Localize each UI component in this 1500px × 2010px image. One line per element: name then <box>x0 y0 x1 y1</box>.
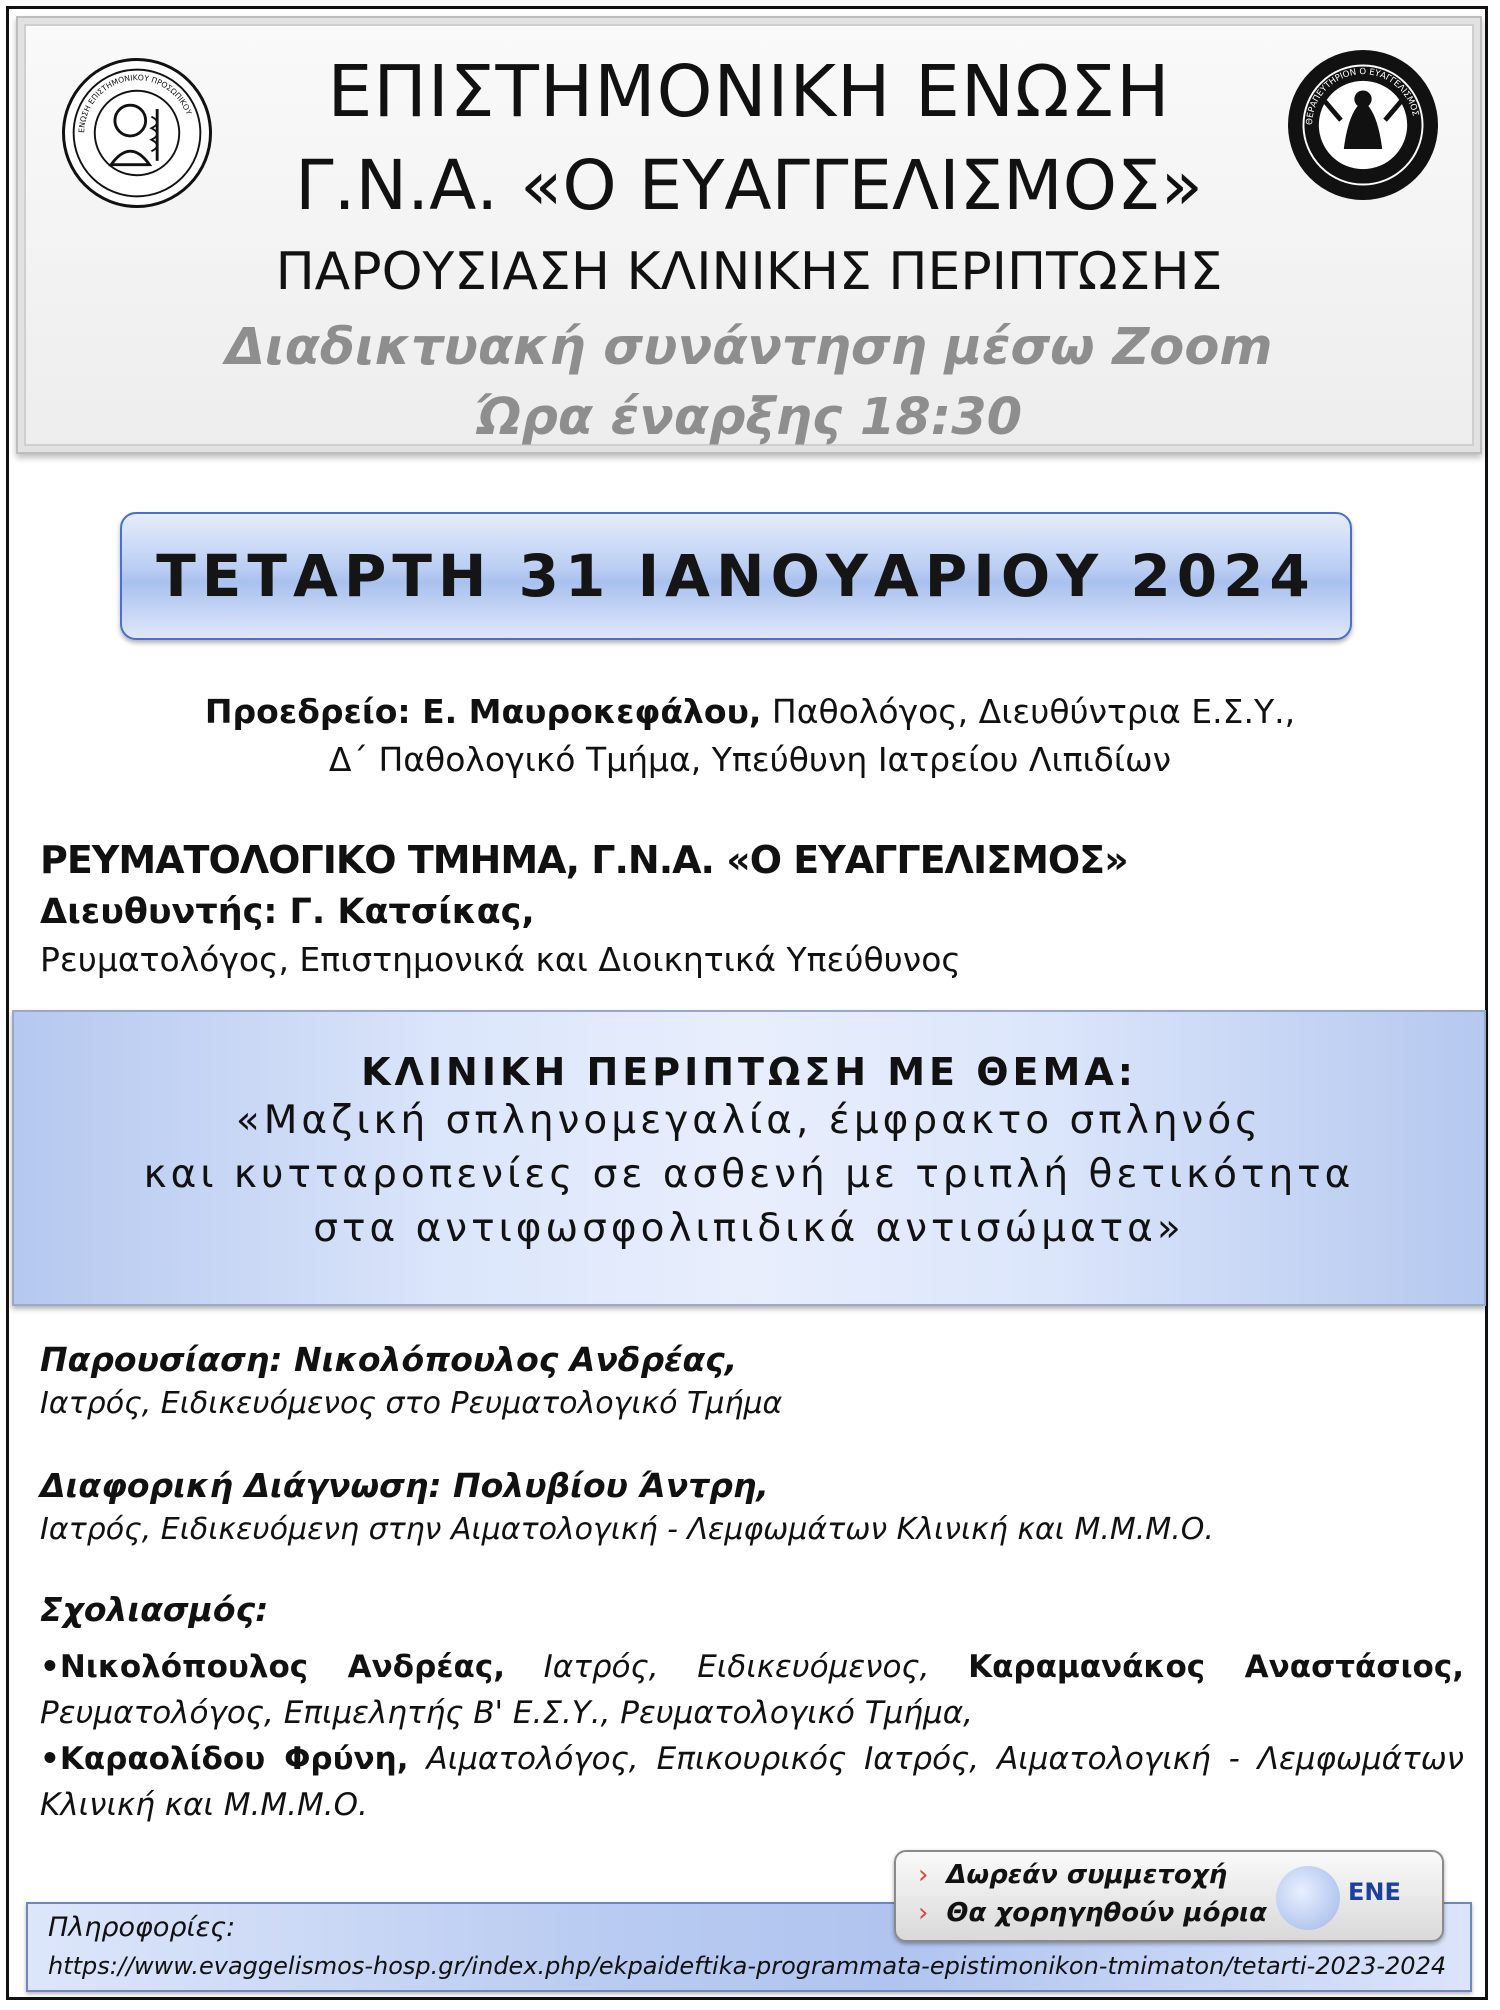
department-director: Διευθυντής: Γ. Κατσίκας, <box>40 892 535 932</box>
badge-free-line <box>918 1860 1227 1890</box>
info-url-link[interactable]: https://www.evaggelismos-hosp.gr/index.php/ekpaideftika-programmata-epistimonikon-tmimaton/tetarti-2023-2024 <box>48 1952 1447 1980</box>
meeting-info: Διαδικτυακή συνάντηση μέσω Zoom <box>225 318 1273 377</box>
case-title-line: και κυτταροπενίες σε ασθενή με τριπλή θετικότητα <box>143 1152 1355 1197</box>
globe-logo-icon <box>1276 1866 1340 1930</box>
chair-role-line1: Παθολόγος, Διευθύντρια Ε.Σ.Υ., <box>761 692 1296 731</box>
commentary-name: Καραμανάκος Αναστάσιος, <box>968 1649 1464 1685</box>
commentary-item <box>40 1644 1464 1736</box>
department-director-role: Ρευματολόγος, Επιστημονικά και Διοικητικά Υπεύθυνος <box>40 940 961 979</box>
svg-text:ΕΝΩΣΗ ΕΠΙΣΤΗΜΟΝΙΚΟΥ ΠΡΟΣΩΠΙΚΟΥ: ΕΝΩΣΗ ΕΠΙΣΤΗΜΟΝΙΚΟΥ ΠΡΟΣΩΠΙΚΟΥ <box>77 73 194 134</box>
differential-role: Ιατρός, Ειδικευόμενη στην Αιματολογική - Λεμφωμάτων Κλινική και Μ.Μ.Μ.Ο. <box>40 1512 1214 1547</box>
case-title-line: «Μαζική σπληνομεγαλία, έμφρακτο σπληνός <box>235 1098 1263 1143</box>
svg-text:ΘΕΡΑΠΕΥΤΗΡΙΟΝ Ο ΕΥΑΓΓΕΛΙΣΜΟΣ: ΘΕΡΑΠΕΥΤΗΡΙΟΝ Ο ΕΥΑΓΓΕΛΙΣΜΟΣ <box>1305 67 1421 126</box>
commentary-name: •Καραολίδου Φρύνη, <box>40 1741 409 1777</box>
differential-label: Διαφορική Διάγνωση: Πολυβίου Άντρη, <box>40 1466 769 1505</box>
case-title <box>14 1094 1484 1256</box>
chevron-right-icon: › <box>918 1860 929 1890</box>
header-title-line2: Γ.Ν.Α. «Ο ΕΥΑΓΓΕΛΙΣΜΟΣ» <box>295 146 1203 226</box>
header-box <box>16 16 1482 454</box>
header-title-line1: ΕΠΙΣΤΗΜΟΝΙΚΗ ΕΝΩΣΗ <box>327 50 1171 133</box>
commentary-item <box>40 1736 1464 1828</box>
badge-credits-text: Θα χορηγηθούν μόρια <box>946 1898 1268 1928</box>
presentation-label: Παρουσίαση: Νικολόπουλος Ανδρέας, <box>40 1340 738 1379</box>
start-time: Ώρα έναρξης 18:30 <box>475 388 1023 447</box>
case-title-line: στα αντιφωσφολιπιδικά αντισώματα» <box>313 1206 1185 1251</box>
commentary-name: •Νικολόπουλος Ανδρέας, <box>40 1649 505 1685</box>
event-date: ΤΕΤΑΡΤΗ 31 ΙΑΝΟΥΑΡΙΟΥ 2024 <box>120 512 1352 640</box>
commentary-label: Σχολιασμός: <box>40 1590 269 1629</box>
participation-badge <box>894 1850 1444 1942</box>
info-label: Πληροφορίες: <box>48 1912 236 1943</box>
commentary-role: Ρευματολόγος, Επιμελητής Β' Ε.Σ.Υ., Ρευματολογικό Τμήμα, <box>40 1695 974 1731</box>
presentation-role: Ιατρός, Ειδικευόμενος στο Ρευματολογικό Τμήμα <box>40 1386 783 1421</box>
chair-label: Προεδρείο: Ε. Μαυροκεφάλου, <box>204 692 762 731</box>
badge-credits-line <box>918 1898 1267 1928</box>
ene-logo: ENE <box>1348 1878 1401 1906</box>
commentary-role: Αιματολόγος, Επικουρικός Ιατρός, Αιματολογική - Λεμφωμάτων Κλινική και Μ.Μ.Μ.Ο. <box>40 1741 1464 1823</box>
chevron-right-icon: › <box>918 1898 929 1928</box>
chair-section <box>0 688 1500 784</box>
department-title: ΡΕΥΜΑΤΟΛΟΓΙΚΟ ΤΜΗΜΑ, Γ.Ν.Α. «Ο ΕΥΑΓΓΕΛΙΣΜΟΣ» <box>40 838 1128 882</box>
case-label: ΚΛΙΝΙΚΗ ΠΕΡΙΠΤΩΣΗ ΜΕ ΘΕΜΑ: <box>361 1050 1137 1094</box>
chair-line1 <box>0 688 1500 736</box>
chair-role-line2: Δ΄ Παθολογικό Τμήμα, Υπεύθυνη Ιατρείου Λιπιδίων <box>328 740 1172 779</box>
header-subtitle: ΠΑΡΟΥΣΙΑΣΗ ΚΛΙΝΙΚΗΣ ΠΕΡΙΠΤΩΣΗΣ <box>275 242 1223 302</box>
commentary-role: Ιατρός, Ειδικευόμενος, <box>505 1649 969 1685</box>
badge-free-text: Δωρεάν συμμετοχή <box>946 1860 1228 1890</box>
commentary-body <box>40 1644 1464 1828</box>
case-box <box>12 1010 1486 1306</box>
